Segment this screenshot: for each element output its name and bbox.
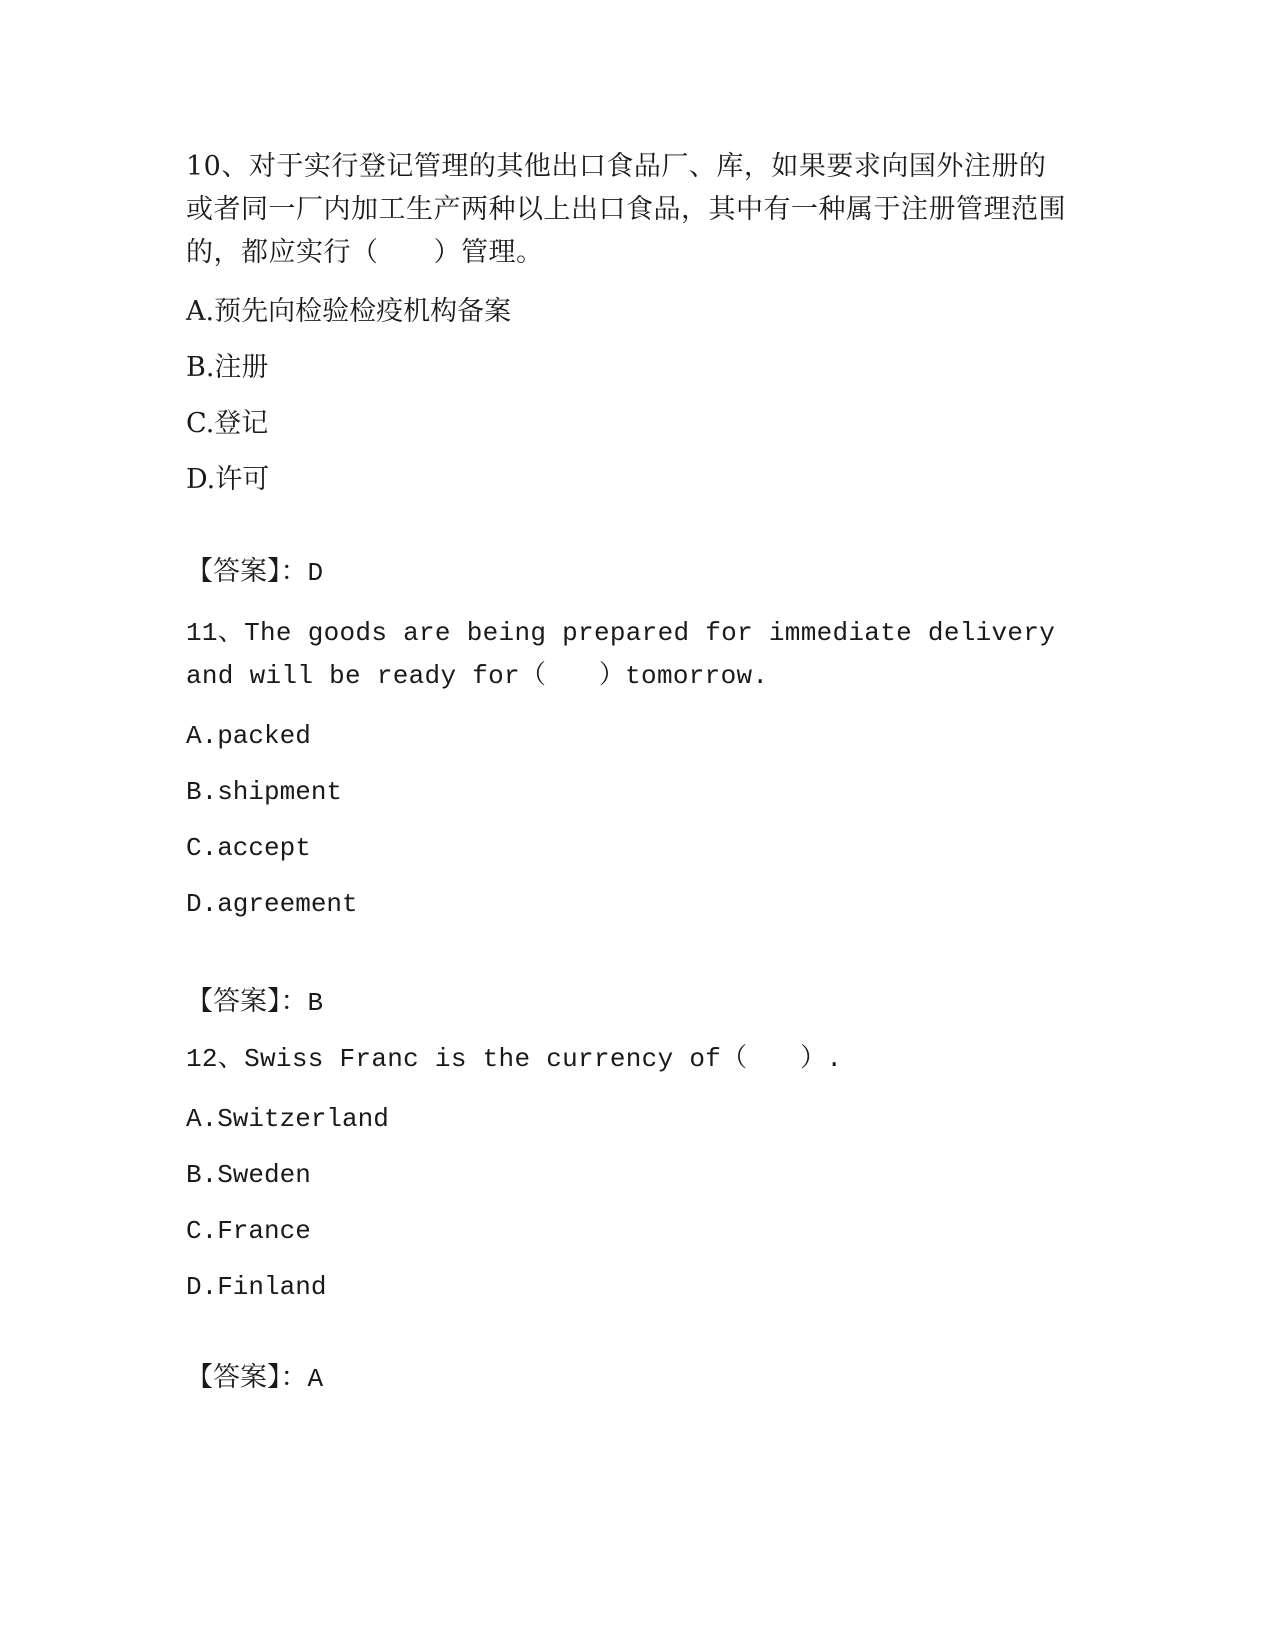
answer-label: 【答案】：	[186, 986, 308, 1017]
options-list	[186, 1091, 1066, 1315]
option-a: A.预先向检验检疫机构备案	[186, 296, 512, 327]
option-b: B.shipment	[186, 777, 343, 807]
option-a: A.Switzerland	[186, 1104, 389, 1134]
option-c: C.accept	[186, 833, 311, 863]
answer-value: B	[307, 988, 324, 1018]
question-stem: 11、The goods are being prepared for immediate delivery and will be ready for（ ）tomorrow.	[186, 618, 1056, 691]
question-stem: 12、Swiss Franc is the currency of（ ）.	[186, 1044, 843, 1074]
option-d: D.agreement	[186, 889, 358, 919]
options-list	[186, 284, 1066, 508]
option-b: B.Sweden	[186, 1160, 311, 1190]
answer-11	[186, 980, 323, 1025]
answer-label: 【答案】：	[186, 556, 308, 587]
question-12	[186, 1038, 1066, 1315]
answer-label: 【答案】：	[186, 1362, 308, 1393]
answer-10	[186, 550, 323, 595]
option-c: C.France	[186, 1216, 311, 1246]
answer-value: A	[307, 1364, 324, 1394]
option-d: D.Finland	[186, 1272, 327, 1302]
question-10	[186, 145, 1066, 508]
options-list	[186, 708, 1066, 932]
option-b: B.注册	[186, 352, 269, 383]
answer-12	[186, 1356, 323, 1401]
option-a: A.packed	[186, 721, 311, 751]
question-stem: 10、对于实行登记管理的其他出口食品厂、库，如果要求向国外注册的或者同一厂内加工生产两种以上出口食品，其中有一种属于注册管理范围的，都应实行（ ）管理。	[186, 151, 1066, 268]
option-c: C.登记	[186, 408, 269, 439]
question-11	[186, 612, 1066, 932]
answer-value: D	[307, 558, 324, 588]
option-d: D.许可	[186, 464, 270, 495]
